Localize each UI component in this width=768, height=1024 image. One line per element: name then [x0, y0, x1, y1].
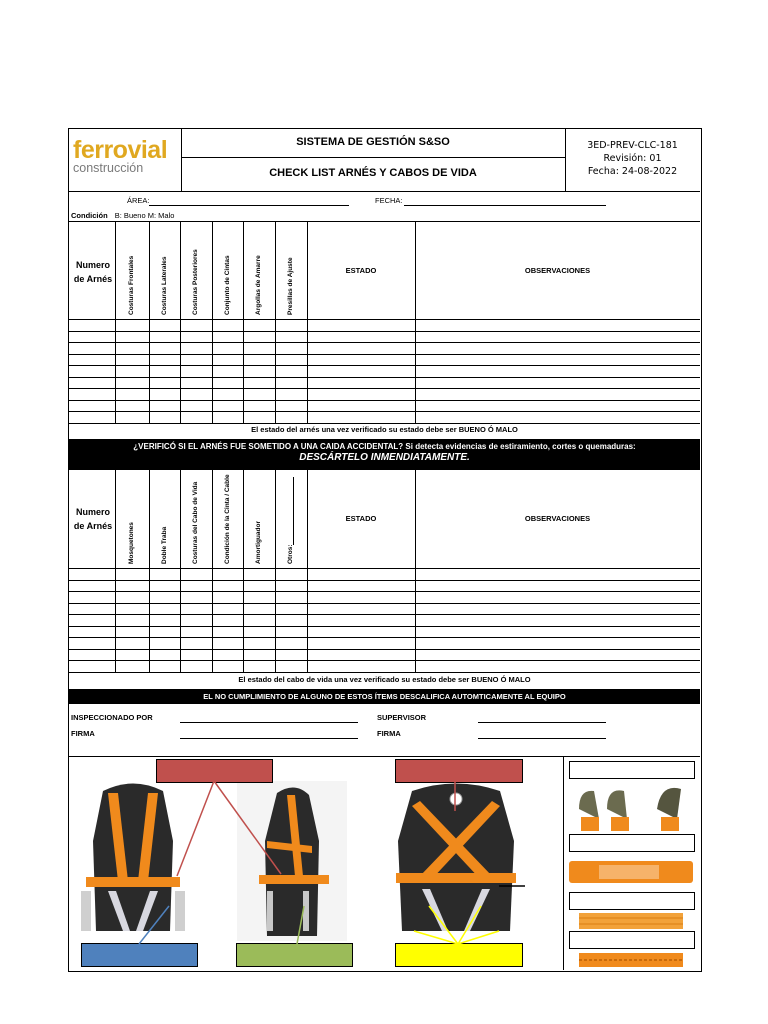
table1-rotated-header: Costuras Frontales: [128, 255, 135, 315]
table1-rotated-header: Costuras Posteriores: [192, 249, 199, 315]
table2-cell[interactable]: [180, 591, 212, 603]
table1-cell[interactable]: [69, 319, 115, 331]
table1-rotated-header: Presillas de Ajuste: [287, 257, 294, 315]
table2-cell[interactable]: [69, 580, 115, 592]
lanyard-label-3: [569, 892, 695, 910]
carabiner-photo: [569, 779, 693, 833]
table1-cell[interactable]: [180, 365, 212, 377]
table1-cell[interactable]: [415, 377, 700, 389]
area-label: ÁREA:: [127, 196, 150, 205]
table1-cell[interactable]: [180, 400, 212, 412]
table2-cell[interactable]: [415, 649, 700, 661]
lanyard-label-2: [569, 834, 695, 852]
table1-cell[interactable]: [243, 319, 275, 331]
table2-cell[interactable]: [149, 649, 180, 661]
table2-cell[interactable]: [307, 580, 415, 592]
doc-revision: Revisión: 01: [603, 153, 662, 164]
table1-cell[interactable]: [180, 331, 212, 343]
table1-cell[interactable]: [69, 388, 115, 400]
table1-cell[interactable]: [243, 354, 275, 366]
table2-cell[interactable]: [243, 626, 275, 638]
table1-cell[interactable]: [275, 400, 307, 412]
firma1-line[interactable]: [180, 738, 358, 739]
table2-cell[interactable]: [212, 591, 243, 603]
table2-cell[interactable]: [307, 649, 415, 661]
table1-cell[interactable]: [307, 342, 415, 354]
table1-cell[interactable]: [69, 331, 115, 343]
table1-cell[interactable]: [275, 354, 307, 366]
table1-cell[interactable]: [275, 342, 307, 354]
table1-col-numero: Numero de Arnés: [73, 260, 113, 284]
rope-photo: [579, 953, 683, 967]
table1-cell[interactable]: [212, 319, 243, 331]
table1-cell[interactable]: [243, 331, 275, 343]
firma2-label: FIRMA: [377, 729, 401, 738]
checklist-title: CHECK LIST ARNÉS Y CABOS DE VIDA: [269, 167, 477, 179]
table1-cell[interactable]: [115, 342, 149, 354]
table1-cell[interactable]: [149, 377, 180, 389]
area-input-line[interactable]: [149, 205, 349, 206]
table1-cell[interactable]: [307, 388, 415, 400]
table2-cell[interactable]: [307, 614, 415, 626]
table1-rotated-header: Conjunto de Cintas: [223, 255, 231, 315]
doc-date: Fecha: 24-08-2022: [587, 166, 678, 177]
table1-cell[interactable]: [69, 354, 115, 366]
table1-cell[interactable]: [307, 377, 415, 389]
table2-cell[interactable]: [275, 637, 307, 649]
table2-cell[interactable]: [212, 637, 243, 649]
table2-rotated-header: Doble Traba: [160, 526, 168, 564]
table2-cell[interactable]: [115, 649, 149, 661]
table1-cell[interactable]: [180, 388, 212, 400]
table2-cell[interactable]: [243, 637, 275, 649]
table1-col-observaciones: OBSERVACIONES: [524, 266, 591, 275]
table2-cell[interactable]: [115, 626, 149, 638]
table2-cell[interactable]: [243, 614, 275, 626]
table2-cell[interactable]: [180, 626, 212, 638]
table2-col-observaciones: OBSERVACIONES: [524, 514, 591, 523]
inspeccionado-label: INSPECCIONADO POR: [71, 713, 153, 722]
pointer-arrows: [69, 756, 563, 970]
table1-cell[interactable]: [243, 411, 275, 423]
system-title: SISTEMA DE GESTIÓN S&SO: [296, 136, 450, 148]
table2-cell[interactable]: [69, 603, 115, 615]
table1-cell[interactable]: [180, 411, 212, 423]
table2-rotated-header: Otros:: [287, 544, 294, 564]
table2-cell[interactable]: [180, 568, 212, 580]
table1-cell[interactable]: [69, 342, 115, 354]
table2-cell[interactable]: [212, 614, 243, 626]
table1-cell[interactable]: [212, 331, 243, 343]
table2-cell[interactable]: [149, 603, 180, 615]
table2-cell[interactable]: [149, 568, 180, 580]
firma2-line[interactable]: [478, 738, 606, 739]
table1-cell[interactable]: [69, 377, 115, 389]
table2-cell[interactable]: [69, 660, 115, 672]
table1-cell[interactable]: [149, 319, 180, 331]
table2-cell[interactable]: [149, 591, 180, 603]
table2-cell[interactable]: [180, 660, 212, 672]
table1-cell[interactable]: [69, 400, 115, 412]
table2-cell[interactable]: [307, 591, 415, 603]
table1-cell[interactable]: [115, 400, 149, 412]
table1-cell[interactable]: [243, 400, 275, 412]
table2-cell[interactable]: [243, 580, 275, 592]
table1-cell[interactable]: [415, 319, 700, 331]
shock-absorber-photo: [569, 857, 693, 887]
table2-cell[interactable]: [115, 568, 149, 580]
table1-cell[interactable]: [243, 377, 275, 389]
table1-cell[interactable]: [307, 365, 415, 377]
table2-cell[interactable]: [149, 626, 180, 638]
table1-cell[interactable]: [243, 342, 275, 354]
condition-values: B: Bueno M: Malo: [114, 211, 175, 220]
table1-cell[interactable]: [149, 388, 180, 400]
table1-cell[interactable]: [69, 365, 115, 377]
table2-rotated-header: Condición de la Cinta / Cable: [223, 474, 231, 564]
table1-cell[interactable]: [275, 319, 307, 331]
table2-cell[interactable]: [275, 568, 307, 580]
disqualify-bar: EL NO CUMPLIMIENTO DE ALGUNO DE ESTOS ÍTEMS DESCALIFICA AUTOMTICAMENTE AL EQUIPO: [69, 689, 700, 704]
condition-legend: [71, 211, 174, 220]
table1-cell[interactable]: [212, 365, 243, 377]
table1-cell[interactable]: [149, 365, 180, 377]
table2-cell[interactable]: [115, 660, 149, 672]
fecha-input-line[interactable]: [404, 205, 606, 206]
supervisor-label: SUPERVISOR: [377, 713, 427, 722]
table1-rotated-header: Costuras Laterales: [160, 256, 168, 315]
warning-line1: ¿VERIFICÓ SI EL ARNÉS FUE SOMETIDO A UNA CAIDA ACCIDENTAL? Si detecta evidencias de estiramiento, cortes o quemaduras:: [133, 442, 636, 451]
table2-rotated-header: Amortiguador: [255, 521, 262, 564]
table1-cell[interactable]: [415, 342, 700, 354]
table2-cell[interactable]: [275, 591, 307, 603]
table1-cell[interactable]: [415, 411, 700, 423]
table1-cell[interactable]: [115, 331, 149, 343]
table2-cell[interactable]: [307, 568, 415, 580]
table2-rotated-header: Costuras del Cabo de Vida: [192, 481, 199, 564]
table2-cell[interactable]: [212, 626, 243, 638]
table1-cell[interactable]: [180, 342, 212, 354]
table2-cell[interactable]: [212, 649, 243, 661]
table1-cell[interactable]: [212, 388, 243, 400]
table2-cell[interactable]: [415, 660, 700, 672]
logo-wordmark: ferrovial: [73, 136, 168, 164]
table1-cell[interactable]: [243, 365, 275, 377]
table2-cell[interactable]: [180, 637, 212, 649]
table1-cell[interactable]: [115, 354, 149, 366]
table1-cell[interactable]: [149, 342, 180, 354]
table2-cell[interactable]: [415, 591, 700, 603]
table2-cell[interactable]: [243, 603, 275, 615]
table2-cell[interactable]: [115, 637, 149, 649]
table2-rotated-header: Mosquetones: [128, 522, 135, 564]
table1-cell[interactable]: [243, 388, 275, 400]
harness-checklist-table: [69, 221, 700, 426]
table1-cell[interactable]: [415, 400, 700, 412]
table1-cell[interactable]: [180, 377, 212, 389]
table1-cell[interactable]: [69, 411, 115, 423]
table1-cell[interactable]: [115, 365, 149, 377]
table2-cell[interactable]: [180, 580, 212, 592]
table1-cell[interactable]: [415, 388, 700, 400]
table1-cell[interactable]: [275, 331, 307, 343]
table1-cell[interactable]: [307, 411, 415, 423]
table1-cell[interactable]: [275, 377, 307, 389]
table2-cell[interactable]: [69, 626, 115, 638]
table1-cell[interactable]: [307, 331, 415, 343]
table1-cell[interactable]: [307, 319, 415, 331]
table2-cell[interactable]: [149, 637, 180, 649]
table2-cell[interactable]: [180, 649, 212, 661]
table1-rotated-header: Argollas de Amarre: [255, 255, 262, 315]
table1-cell[interactable]: [415, 354, 700, 366]
table2-cell[interactable]: [307, 626, 415, 638]
table2-cell[interactable]: [212, 603, 243, 615]
table1-cell[interactable]: [149, 411, 180, 423]
table2-cell[interactable]: [275, 580, 307, 592]
table1-cell[interactable]: [149, 400, 180, 412]
table1-cell[interactable]: [212, 342, 243, 354]
table2-cell[interactable]: [415, 580, 700, 592]
table2-col-estado: ESTADO: [345, 514, 377, 523]
inspeccionado-line[interactable]: [180, 722, 358, 723]
table2-cell[interactable]: [149, 614, 180, 626]
table2-cell[interactable]: [243, 568, 275, 580]
table2-cell[interactable]: [275, 626, 307, 638]
supervisor-line[interactable]: [478, 722, 606, 723]
fall-warning-bar: [69, 439, 700, 470]
table1-cell[interactable]: [115, 319, 149, 331]
table1-cell[interactable]: [115, 388, 149, 400]
table1-col-estado: ESTADO: [345, 266, 377, 275]
table2-cell[interactable]: [275, 660, 307, 672]
table2-cell[interactable]: [243, 660, 275, 672]
table1-cell[interactable]: [212, 354, 243, 366]
table1-cell[interactable]: [275, 388, 307, 400]
table1-cell[interactable]: [415, 331, 700, 343]
table1-cell[interactable]: [275, 365, 307, 377]
lanyard-label-1: [569, 761, 695, 779]
table2-cell[interactable]: [415, 637, 700, 649]
lanyard-label-4: [569, 931, 695, 949]
table1-cell[interactable]: [149, 331, 180, 343]
table1-cell[interactable]: [180, 354, 212, 366]
logo-subtitle: construcción: [73, 161, 144, 175]
table2-cell[interactable]: [415, 626, 700, 638]
table2-cell[interactable]: [69, 568, 115, 580]
table2-cell[interactable]: [180, 614, 212, 626]
table2-cell[interactable]: [212, 568, 243, 580]
lanyard-checklist-table: [69, 470, 700, 675]
table2-cell[interactable]: [69, 591, 115, 603]
table1-cell[interactable]: [415, 365, 700, 377]
webbing-photo: [579, 913, 683, 929]
table2-col-numero: Numero de Arnés: [73, 507, 113, 531]
table1-cell[interactable]: [180, 319, 212, 331]
table1-cell[interactable]: [307, 354, 415, 366]
table1-footer-note: El estado del arnés una vez verificado su estado debe ser BUENO Ó MALO: [251, 425, 518, 434]
table2-cell[interactable]: [415, 614, 700, 626]
table1-cell[interactable]: [212, 400, 243, 412]
table2-cell[interactable]: [307, 637, 415, 649]
table2-cell[interactable]: [149, 660, 180, 672]
table1-cell[interactable]: [115, 411, 149, 423]
fecha-label: FECHA:: [375, 196, 403, 205]
table2-cell[interactable]: [415, 603, 700, 615]
table2-cell[interactable]: [149, 580, 180, 592]
table2-cell[interactable]: [243, 591, 275, 603]
table1-cell[interactable]: [275, 411, 307, 423]
table2-cell[interactable]: [115, 591, 149, 603]
table2-cell[interactable]: [307, 603, 415, 615]
table1-cell[interactable]: [212, 377, 243, 389]
table2-cell[interactable]: [212, 580, 243, 592]
table1-cell[interactable]: [115, 377, 149, 389]
table2-cell[interactable]: [69, 614, 115, 626]
table1-cell[interactable]: [307, 400, 415, 412]
table2-cell[interactable]: [243, 649, 275, 661]
table2-cell[interactable]: [115, 580, 149, 592]
table2-cell[interactable]: [69, 649, 115, 661]
table2-footer-note: El estado del cabo de vida una vez verificado su estado debe ser BUENO Ó MALO: [238, 675, 531, 684]
warning-line2: DESCÁRTELO INMENDIATAMENTE.: [299, 452, 470, 463]
company-logo: [73, 137, 181, 183]
table2-cell[interactable]: [115, 603, 149, 615]
table2-cell[interactable]: [275, 649, 307, 661]
table2-cell[interactable]: [69, 637, 115, 649]
condition-label: Condición: [71, 211, 108, 220]
table1-cell[interactable]: [149, 354, 180, 366]
table2-cell[interactable]: [275, 614, 307, 626]
firma1-label: FIRMA: [71, 729, 95, 738]
doc-code: 3ED-PREV-CLC-181: [587, 140, 678, 151]
table2-cell[interactable]: [115, 614, 149, 626]
table2-cell[interactable]: [307, 660, 415, 672]
table2-cell[interactable]: [275, 603, 307, 615]
otros-input-line[interactable]: [293, 477, 294, 545]
table2-cell[interactable]: [415, 568, 700, 580]
table2-cell[interactable]: [180, 603, 212, 615]
checklist-sheet: [68, 128, 702, 972]
table2-cell[interactable]: [212, 660, 243, 672]
table1-cell[interactable]: [212, 411, 243, 423]
